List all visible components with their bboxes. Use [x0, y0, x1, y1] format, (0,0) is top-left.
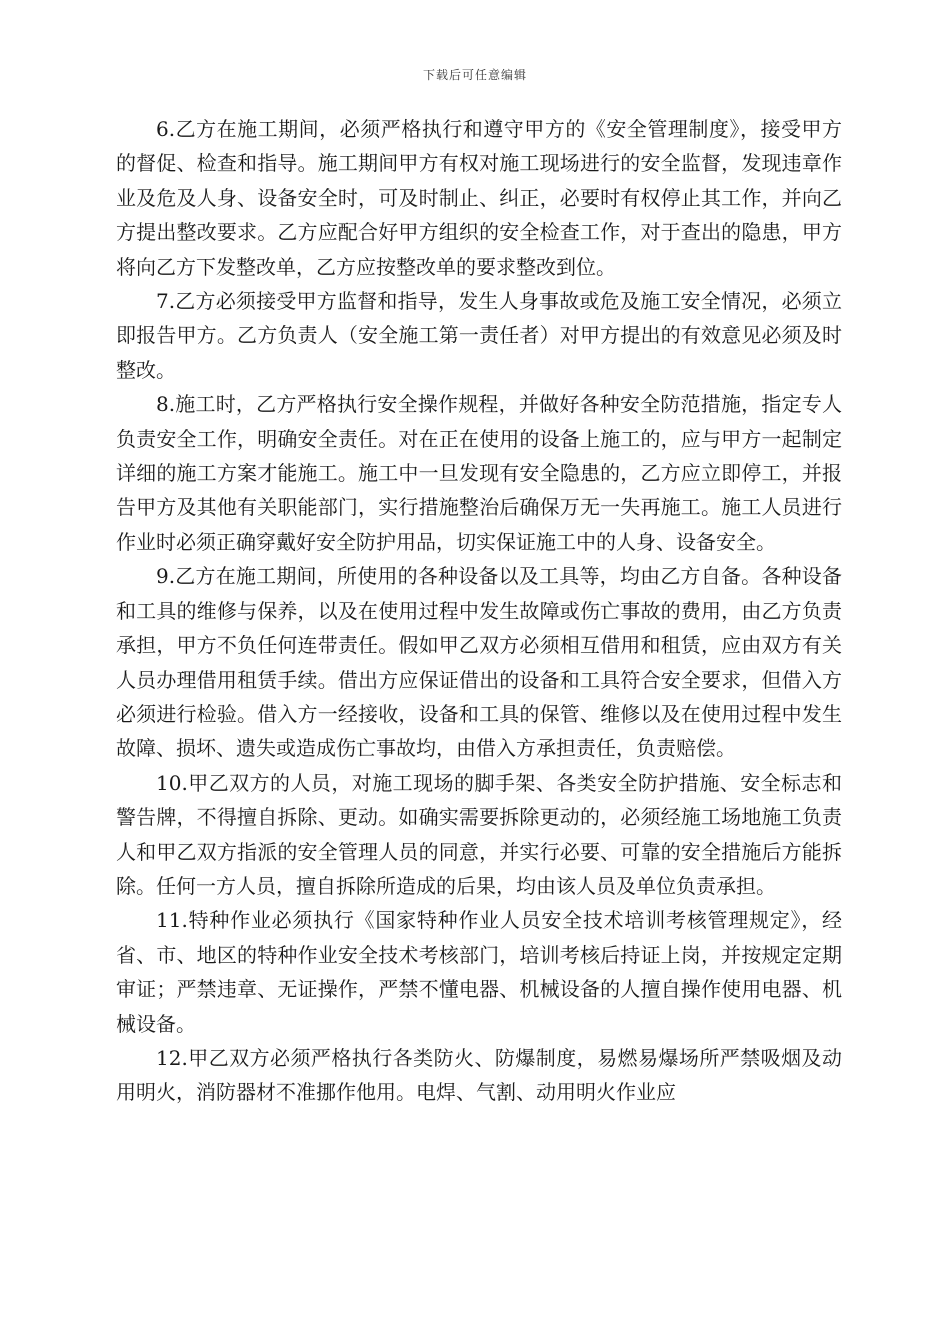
- clause-9: 9.乙方在施工期间，所使用的各种设备以及工具等，均由乙方自备。各种设备和工具的维修与保养，以及在使用过程中发生故障或伤亡事故的费用，由乙方负责承担，甲方不负任何连带责任。假如甲乙双方必须相互借用和租赁，应由双方有关人员办理借用租赁手续。借出方应保证借出的设备和工具符合安全要求，但借入方必须进行检验。借入方一经接收，设备和工具的保管、维修以及在使用过程中发生故障、损坏、遗失或造成伤亡事故均，由借入方承担责任，负责赔偿。: [116, 564, 842, 761]
- clause-8: 8.施工时，乙方严格执行安全操作规程，并做好各种安全防范措施，指定专人负责安全工作，明确安全责任。对在正在使用的设备上施工的，应与甲方一起制定详细的施工方案才能施工。施工中一旦发现有安全隐患的，乙方应立即停工，并报告甲方及其他有关职能部门，实行措施整治后确保万无一失再施工。施工人员进行作业时必须正确穿戴好安全防护用品，切实保证施工中的人身、设备安全。: [116, 392, 842, 554]
- document-body: [116, 112, 842, 1110]
- clause-7: 7.乙方必须接受甲方监督和指导，发生人身事故或危及施工安全情况，必须立即报告甲方。乙方负责人（安全施工第一责任者）对甲方提出的有效意见必须及时整改。: [116, 289, 842, 382]
- page-header: 下载后可任意编辑: [422, 68, 527, 82]
- clause-10: 10.甲乙双方的人员，对施工现场的脚手架、各类安全防护措施、安全标志和警告牌，不得擅自拆除、更动。如确实需要拆除更动的，必须经施工场地施工负责人和甲乙双方指派的安全管理人员的同意，并实行必要、可靠的安全措施后方能拆除。任何一方人员，擅自拆除所造成的后果，均由该人员及单位负责承担。: [116, 770, 842, 898]
- clause-12: 12.甲乙双方必须严格执行各类防火、防爆制度，易燃易爆场所严禁吸烟及动用明火，消防器材不准挪作他用。电焊、气割、动用明火作业应: [116, 1045, 842, 1105]
- clause-6: 6.乙方在施工期间，必须严格执行和遵守甲方的《安全管理制度》，接受甲方的督促、检查和指导。施工期间甲方有权对施工现场进行的安全监督，发现违章作业及危及人身、设备安全时，可及时制止、纠正，必要时有权停止其工作，并向乙方提出整改要求。乙方应配合好甲方组织的安全检查工作，对于查出的隐患，甲方将向乙方下发整改单，乙方应按整改单的要求整改到位。: [116, 117, 842, 279]
- clause-11: 11.特种作业必须执行《国家特种作业人员安全技术培训考核管理规定》，经省、市、地区的特种作业安全技术考核部门，培训考核后持证上岗，并按规定定期审证；严禁违章、无证操作，严禁不懂电器、机械设备的人擅自操作使用电器、机械设备。: [116, 908, 842, 1036]
